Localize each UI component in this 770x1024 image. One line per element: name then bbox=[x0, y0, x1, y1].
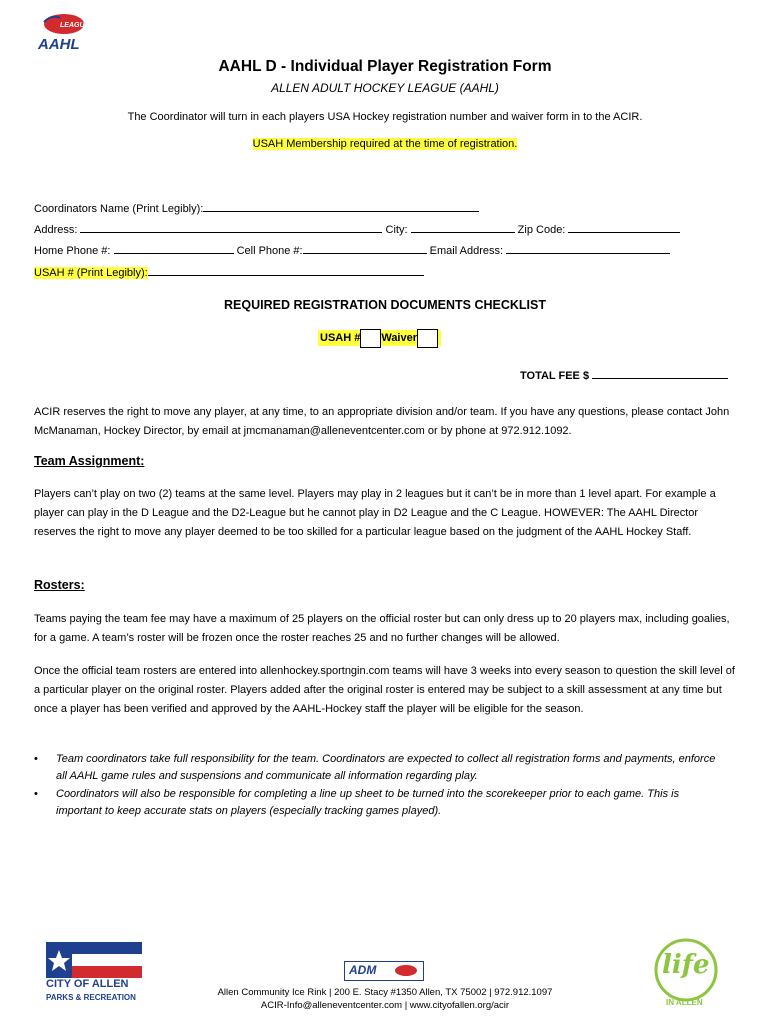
bullet-text-2: Coordinators will also be responsible for completing a line up sheet to be turned into the scorekeeper prior to each game. This is important to keep accurate stats on players (especially tracking games played). bbox=[56, 788, 680, 817]
adm-logo bbox=[344, 961, 424, 981]
parks-recreation: PARKS & RECREATION bbox=[46, 993, 136, 1002]
usah-label: USAH # (Print Legibly): bbox=[34, 267, 148, 279]
footer-line-1: Allen Community Ice Rink | 200 E. Stacy #1350 Allen, TX 75002 | 972.912.1097 bbox=[217, 987, 553, 998]
coordinator-label: Coordinators Name (Print Legibly): bbox=[34, 203, 204, 215]
home-phone-field[interactable] bbox=[114, 242, 234, 254]
usah-checkbox[interactable] bbox=[360, 329, 381, 348]
page-subtitle: ALLEN ADULT HOCKEY LEAGUE (AAHL) bbox=[271, 81, 499, 95]
team-assignment-heading: Team Assignment: bbox=[34, 454, 145, 468]
in-allen-text: IN ALLEN bbox=[666, 998, 703, 1007]
city-flag-icon bbox=[46, 942, 142, 978]
phone-row bbox=[34, 242, 670, 257]
email-field[interactable] bbox=[506, 242, 670, 254]
usah-field[interactable] bbox=[148, 264, 424, 276]
home-phone-label: Home Phone #: bbox=[34, 245, 111, 257]
zip-label: Zip Code: bbox=[517, 224, 566, 236]
total-fee-row bbox=[520, 367, 728, 382]
acir-note: ACIR reserves the right to move any player, at any time, to an appropriate division and/or team. If you have any questions, please contact John McManaman, Hockey Director, by email at jmcmanaman@alleneventcenter.com or by phone at 972.912.1092. bbox=[34, 406, 730, 437]
cell-phone-field[interactable] bbox=[303, 242, 427, 254]
coordinator-note: The Coordinator will turn in each players USA Hockey registration number and waiver form in to the ACIR. bbox=[127, 111, 643, 123]
adm-emblem-icon bbox=[395, 965, 417, 976]
list-item bbox=[34, 786, 734, 820]
logo-sub-text: LEAGUE bbox=[60, 22, 90, 29]
rosters-heading: Rosters: bbox=[34, 578, 85, 592]
email-label: Email Address: bbox=[429, 245, 504, 257]
total-fee-label: TOTAL FEE $ bbox=[520, 370, 590, 382]
usah-check-label: USAH # bbox=[320, 332, 361, 345]
total-fee-field[interactable] bbox=[592, 367, 728, 379]
city-label: City: bbox=[385, 224, 408, 236]
rosters-para-1: Teams paying the team fee may have a maximum of 25 players on the official roster but can only dress up to 20 players max, including goalies, for a game. A team’s roster will be frozen once the roster reaches 25 and no further changes will be allowed. bbox=[34, 613, 730, 644]
aahl-logo bbox=[30, 12, 90, 56]
list-item bbox=[34, 751, 734, 785]
zip-field[interactable] bbox=[568, 221, 680, 233]
usah-row bbox=[34, 264, 424, 279]
logo-text: AAHL bbox=[38, 36, 80, 53]
bullet-icon: • bbox=[34, 788, 38, 800]
life-text: life bbox=[662, 950, 710, 980]
bullet-text-1: Team coordinators take full responsibility for the team. Coordinators are expected to collect all registration forms and payments, enforce all AAHL game rules and suspensions and communicate all information regarding play. bbox=[56, 753, 716, 782]
checklist-heading: REQUIRED REGISTRATION DOCUMENTS CHECKLIST bbox=[224, 298, 546, 312]
rosters-para-2: Once the official team rosters are entered into allenhockey.sportngin.com teams will have 3 weeks into every season to question the skill level of a particular player on the original roster. Players added after the original roster is entered may be subject to a skill assessment at any time but once a player has been verified and approved by the AAHL-Hockey staff the player will be eligible for the season. bbox=[34, 665, 735, 715]
membership-note: USAH Membership required at the time of registration. bbox=[252, 138, 518, 150]
checklist-row bbox=[318, 329, 441, 348]
coordinator-row bbox=[34, 200, 479, 215]
address-row bbox=[34, 221, 680, 236]
footer-line-2: ACIR-Info@alleneventcenter.com | www.cityofallen.org/acir bbox=[260, 1000, 510, 1011]
coordinator-name-field[interactable] bbox=[203, 200, 479, 212]
cell-phone-label: Cell Phone #: bbox=[236, 245, 303, 257]
page-title: AAHL D - Individual Player Registration Form bbox=[218, 58, 552, 75]
address-field[interactable] bbox=[80, 221, 382, 233]
city-name: CITY OF ALLEN bbox=[46, 978, 129, 990]
waiver-checkbox[interactable] bbox=[417, 329, 438, 348]
waiver-check-label: Waiver bbox=[381, 332, 418, 345]
life-in-allen-logo bbox=[648, 934, 724, 1010]
city-field[interactable] bbox=[411, 221, 515, 233]
adm-text: ADM bbox=[349, 963, 377, 977]
bullet-icon: • bbox=[34, 753, 38, 765]
address-label: Address: bbox=[34, 224, 78, 236]
team-assignment-text: Players can’t play on two (2) teams at the same level. Players may play in 2 leagues but it can’t be in more than 1 level apart. For example a player can play in the D League and the D2-League but he cannot play in D2 League and the C League. HOWEVER: The AAHL Director reserves the right to move any player deemed to be too skilled for a particular league based on the judgment of the AAHL Hockey Staff. bbox=[34, 488, 716, 538]
